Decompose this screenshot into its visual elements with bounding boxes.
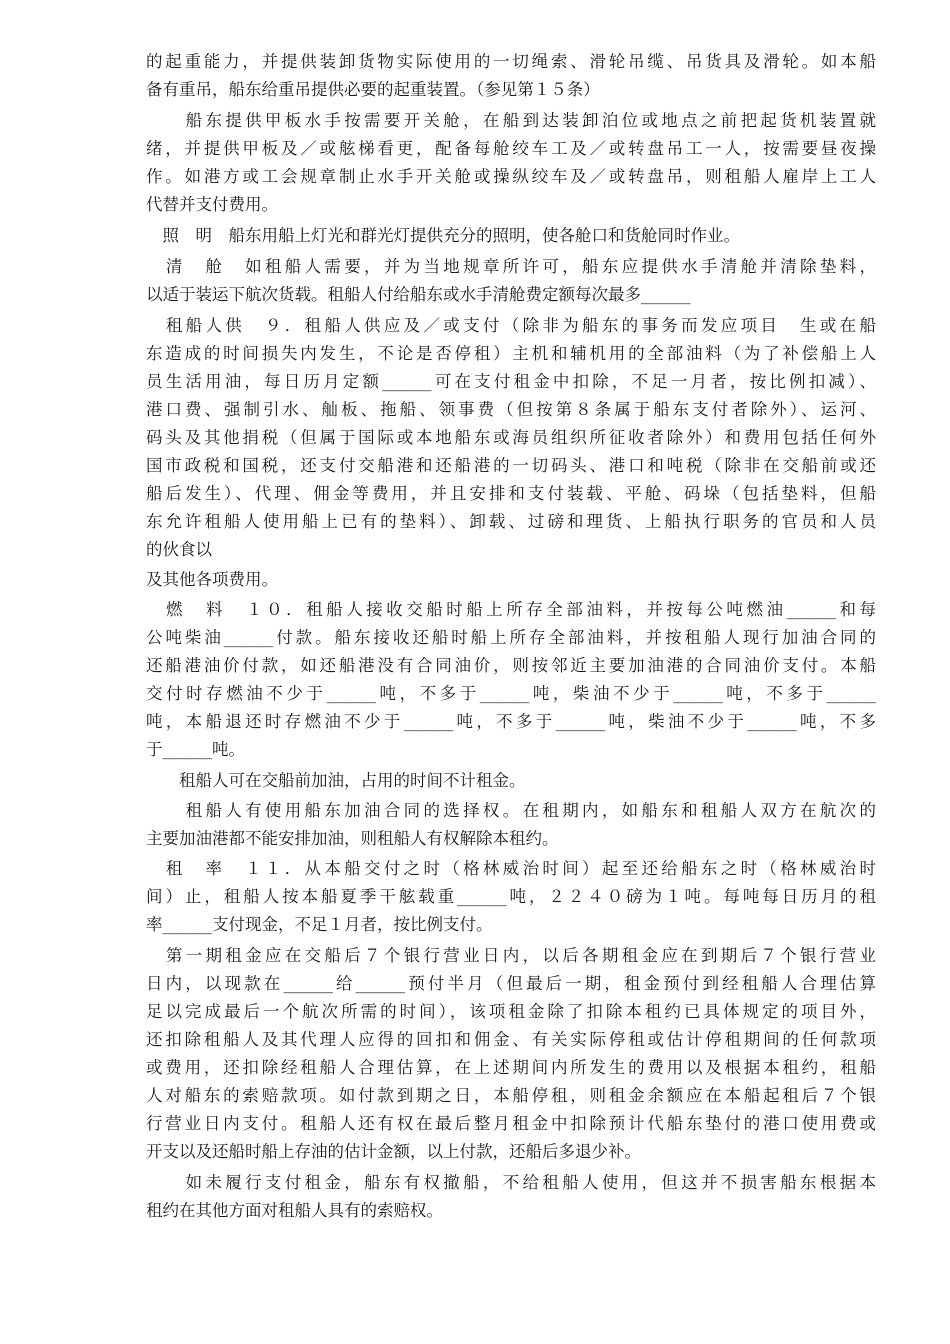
text-line: 清 舱 如租船人需要，并为当地规章所许可，船东应提供水手清舱并清除垫料， [146,257,876,276]
text-line: 船东提供甲板水手按需要开关舱，在船到达装卸泊位或地点之前把起货机装置就 [146,111,876,130]
text-line: 代替并支付费用。 [146,195,278,214]
text-line: 开支以及还船时船上存油的估计金额，以上付款，还船后多退少补。 [146,1142,641,1161]
text-line: 的起重能力，并提供装卸货物实际使用的一切绳索、滑轮吊缆、吊货具及滑轮。如本船 [146,52,876,71]
text-line: 的伙食以 [146,540,212,559]
text-line: 租船人供 ９．租船人供应及／或支付（除非为船东的事务而发应项目 生或在船 [146,316,876,335]
text-line: 东允许租船人使用船上已有的垫料）、卸载、过磅和理货、上船执行职务的官员和人员 [146,512,876,531]
text-line: 码头及其他捐税（但属于国际或本地船东或海员组织所征收者除外）和费用包括任何外 [146,428,876,447]
text-line: 燃 料 １０．租船人接收交船时船上所存全部油料，并按每公吨燃油______和每 [146,600,876,619]
text-line: 租约在其他方面对租船人具有的索赔权。 [146,1201,443,1220]
text-line: 租 率 １１．从本船交付之时（格林威治时间）起至还给船东之时（格林威治时 [146,859,876,878]
text-line: 员生活用油，每日历月定额______可在支付租金中扣除，不足一月者，按比例扣减）、 [146,372,876,391]
text-line: 第一期租金应在交船后７个银行营业日内，以后各期租金应在到期后７个银行营业 [146,946,876,965]
text-line: 备有重吊，船东给重吊提供必要的起重装置。（参见第１５条） [146,80,600,99]
text-line: 公吨柴油______付款。船东接收还船时船上所存全部油料，并按租船人现行加油合同的 [146,628,876,647]
text-line: 及其他各项费用。 [146,570,278,589]
text-line: 行营业日内支付。租船人还有权在最后整月租金中扣除预计代船东垫付的港口使用费或 [146,1114,876,1133]
text-line: 日内，以现款在______给______预付半月（但最后一期，租金预付到经租船人合理估算 [146,974,876,993]
text-line: 间）止，租船人按本船夏季干舷载重______吨，２２４０磅为１吨。每吨每日历月的租 [146,887,876,906]
text-line: 吨，本船退还时存燃油不少于______吨，不多于______吨，柴油不少于______吨，不多 [146,712,876,731]
text-line: 还扣除租船人及其代理人应得的回扣和佣金、有关实际停租或估计停租期间的任何款项 [146,1030,876,1049]
text-line: 租船人可在交船前加油，占用的时间不计租金。 [146,771,526,790]
text-line: 绪，并提供甲板及／或舷梯看更，配备每舱绞车工及／或转盘吊工一人，按需要昼夜操 [146,139,876,158]
text-line: 交付时存燃油不少于______吨，不多于______吨，柴油不少于______吨，不多于______ [146,684,876,703]
text-line: 港口费、强制引水、舢板、拖船、领事费（但按第８条属于船东支付者除外）、运河、 [146,400,876,419]
text-line: 主要加油港都不能安排加油，则租船人有权解除本租约。 [146,829,559,848]
text-line: 租船人有使用船东加油合同的选择权。在租期内，如船东和租船人双方在航次的 [146,801,876,820]
text-line: 照 明 船东用船上灯光和群光灯提供充分的照明，使各舱口和货舱同时作业。 [146,226,740,245]
text-line: 或费用，还扣除经租船人合理估算，在上述期间内所发生的费用以及根据本租约，租船 [146,1058,876,1077]
text-line: 如未履行支付租金，船东有权撤船，不给租船人使用，但这并不损害船东根据本 [146,1173,876,1192]
text-line: 作。如港方或工会规章制止水手开关舱或操纵绞车及／或转盘吊，则租船人雇岸上工人 [146,167,876,186]
text-line: 船后发生）、代理、佣金等费用，并且安排和支付装载、平舱、码垛（包括垫料，但船 [146,484,876,503]
text-line: 以适于装运下航次货载。租船人付给船东或水手清舱费定额每次最多______ [146,285,691,304]
text-line: 率______支付现金，不足１月者，按比例支付。 [146,915,493,934]
text-line: 足以完成最后一个航次所需的时间），该项租金除了扣除本租约已具体规定的项目外， [146,1002,876,1021]
text-line: 东造成的时间损失内发生，不论是否停租）主机和辅机用的全部油料（为了补偿船上人 [146,344,876,363]
text-line: 人对船东的索赔款项。如付款到期之日，本船停租，则租金余额应在本船起租后７个银 [146,1086,876,1105]
text-line: 于______吨。 [146,740,245,759]
text-line: 国市政税和国税，还支付交船港和还船港的一切码头、港口和吨税（除非在交船前或还 [146,456,876,475]
text-line: 还船港油价付款，如还船港没有合同油价，则按邻近主要加油港的合同油价支付。本船 [146,656,876,675]
